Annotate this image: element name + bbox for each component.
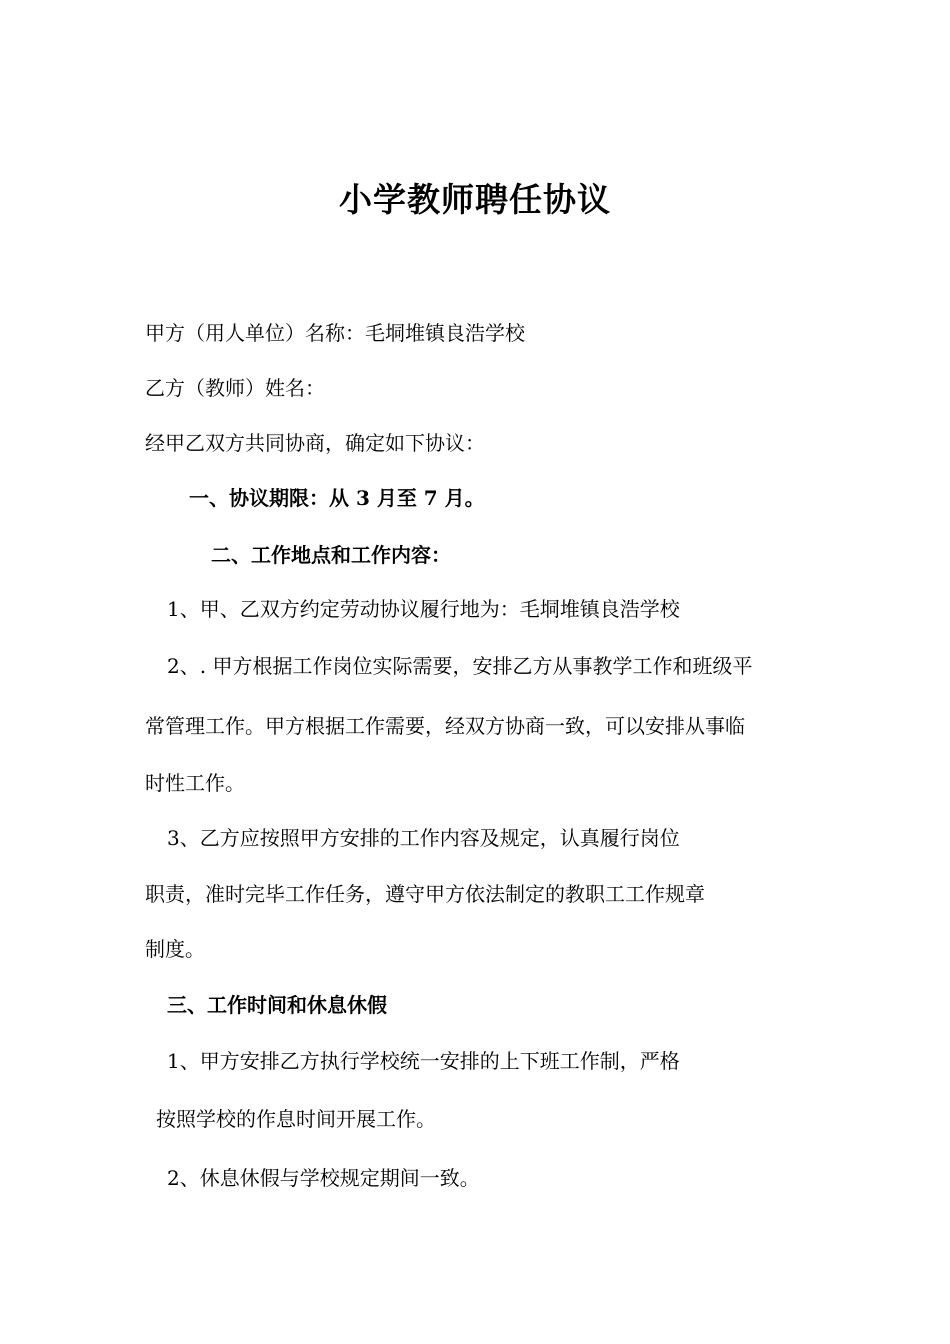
clause-2-2-line-1: 2、. 甲方根据工作岗位实际需要，安排乙方从事教学工作和班级平: [167, 654, 753, 678]
clause-2-2-line-2: 常管理工作。甲方根据工作需要，经双方协商一致，可以安排从事临: [145, 714, 745, 738]
document-title: 小学教师聘任协议: [339, 180, 611, 219]
clause-3-1-line-2: 按照学校的作息时间开展工作。: [156, 1107, 436, 1131]
clause-2-3-line-3: 制度。: [145, 937, 205, 961]
agreement-intro: 经甲乙双方共同协商，确定如下协议：: [145, 431, 485, 455]
party-b-name: 乙方（教师）姓名：: [145, 376, 325, 400]
clause-2-1: 1、甲、乙双方约定劳动协议履行地为：毛垌堆镇良浩学校: [167, 597, 680, 621]
section-1-heading: 一、协议期限：从 3 月至 7 月。: [189, 486, 485, 510]
clause-2-2-line-3: 时性工作。: [145, 771, 245, 795]
clause-3-1-line-1: 1、甲方安排乙方执行学校统一安排的上下班工作制，严格: [167, 1049, 680, 1073]
section-2-heading: 二、工作地点和工作内容：: [211, 543, 451, 567]
section-3-heading: 三、工作时间和休息休假: [167, 993, 387, 1017]
clause-2-3-line-1: 3、乙方应按照甲方安排的工作内容及规定，认真履行岗位: [167, 826, 680, 850]
clause-2-3-line-2: 职责，准时完毕工作任务，遵守甲方依法制定的教职工工作规章: [145, 882, 705, 906]
party-a-name: 甲方（用人单位）名称：毛垌堆镇良浩学校: [145, 321, 525, 345]
clause-3-2: 2、休息休假与学校规定期间一致。: [167, 1166, 480, 1190]
